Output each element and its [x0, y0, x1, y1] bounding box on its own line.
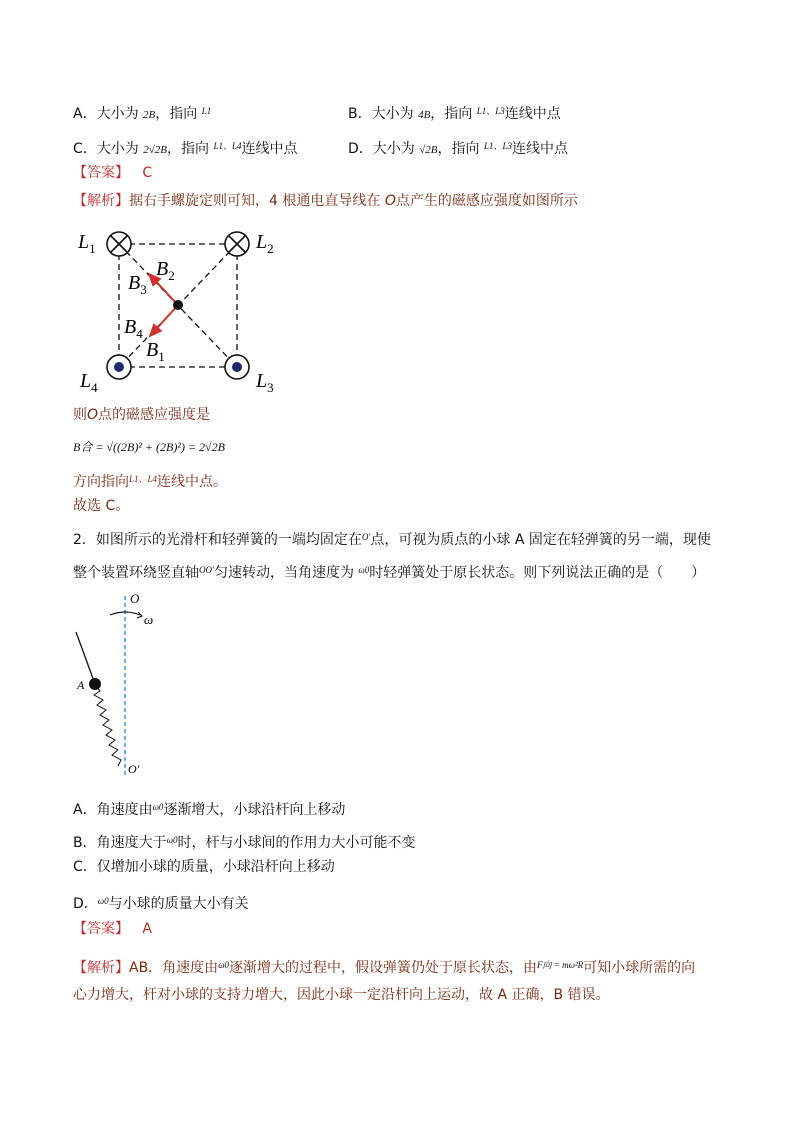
label-a: A [77, 678, 85, 692]
q2-answer: 【答案】 A [73, 921, 152, 937]
q2-analysis-line-1: 【解析】AB．角速度由$^{\omega 0}$逐渐增大的过程中，假设弹簧仍处于原长状态，由$^{F向 = m\omega^2R}$可知小球所需的向 [73, 960, 696, 976]
label-o: O [130, 591, 140, 606]
q2-option-a: A．角速度由$^{\omega 0}$逐渐增大，小球沿杆向上移动 [73, 802, 346, 818]
label-l1: $L_1$ [78, 231, 96, 256]
q1-then-line: 则O点的磁感应强度是 [73, 407, 211, 423]
q1-direction: 方向指向$^{L1、L4}$连线中点。 [73, 474, 228, 490]
q2-stem-line-1: 2．如图所示的光滑杆和轻弹簧的一端均固定在$^{O'}$点，可视为质点的小球 A 固定在轻弹簧的另一端，现使 [73, 532, 711, 548]
q1-formula: B合 = √((2B)² + (2B)²) = 2√2B [73, 440, 225, 454]
rotating-rod-figure [72, 588, 172, 784]
q1-analysis: 【解析】据右手螺旋定则可知，4 根通电直导线在 O点产生的磁感应强度如图所示 [73, 193, 578, 209]
label-omega: ω [144, 612, 154, 627]
label-l3: $L_3$ [256, 370, 274, 394]
label-l4: $L_4$ [80, 370, 98, 394]
q1-option-c: C．大小为 2√2B，指向 $^{L1、L4}$连线中点 [73, 141, 298, 157]
label-b1: $B_1$ [146, 339, 165, 364]
label-l2: $L_2$ [256, 231, 274, 256]
label-b4: $B_4$ [124, 316, 143, 341]
q1-answer: 【答案】 C [73, 165, 153, 181]
q2-option-d: D．$^{\omega 0}$与小球的质量大小有关 [73, 896, 249, 912]
q1-option-d: D．大小为 √2B，指向 $^{L1、L3}$连线中点 [348, 141, 568, 157]
q2-option-c: C．仅增加小球的质量，小球沿杆向上移动 [73, 859, 335, 875]
q2-option-b: B．角速度大于$^{\omega 0}$时，杆与小球间的作用力大小可能不变 [73, 835, 416, 851]
q1-option-a: A．大小为 2B，指向 $^{L1}$ [73, 106, 212, 122]
q1-choose: 故选 C。 [73, 498, 130, 514]
label-b3: $B_3$ [128, 272, 147, 297]
q2-analysis-line-2: 心力增大，杆对小球的支持力增大，因此小球一定沿杆向上运动，故 A 正确，B 错误。 [73, 987, 610, 1003]
q1-option-b: B．大小为 4B，指向 $^{L1、L3}$连线中点 [348, 106, 561, 122]
label-o-prime: O′ [128, 762, 140, 776]
magnetic-field-figure [74, 222, 286, 394]
label-b2: $B_2$ [156, 258, 175, 283]
q2-stem-line-2: 整个装置环绕竖直轴$^{OO'}$匀速转动，当角速度为 $^{\omega 0}$时轻弹簧处于原长状态。则下列说法正确的是（ ） [73, 565, 706, 581]
